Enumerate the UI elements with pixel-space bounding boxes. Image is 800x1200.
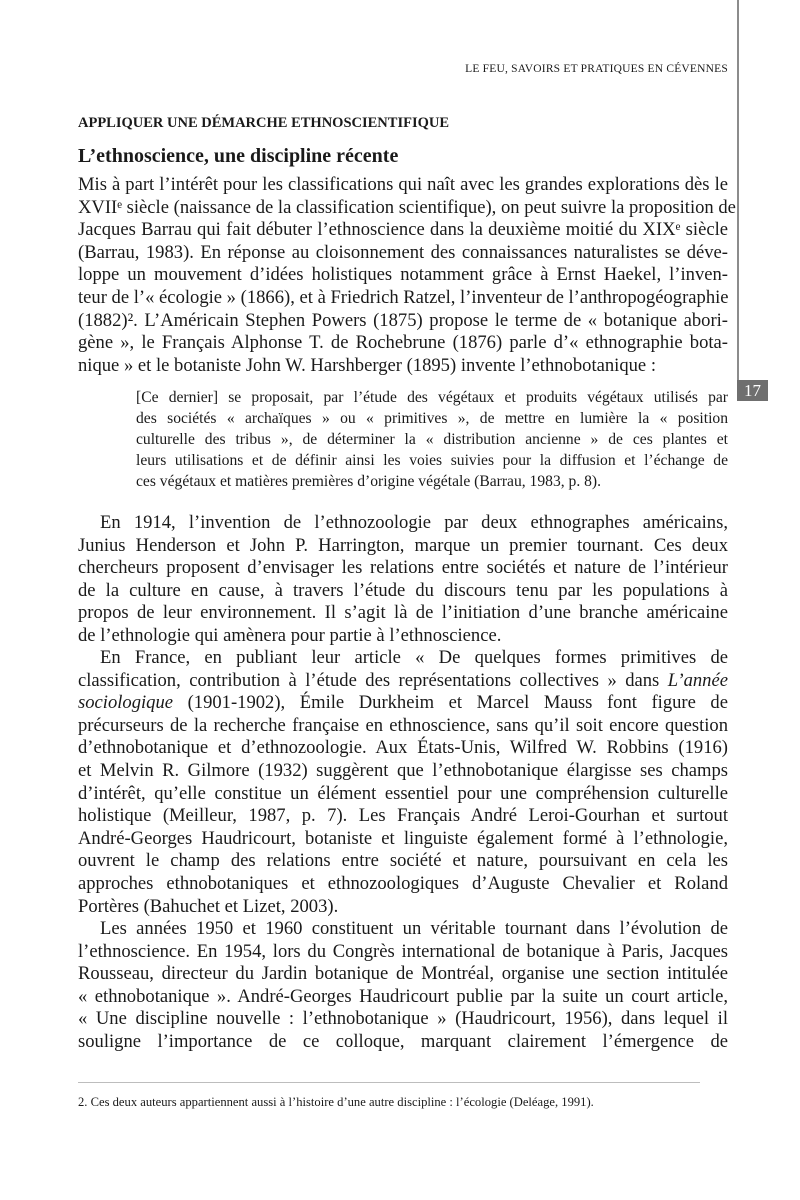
text-line: En 1914, l’invention de l’ethnozoologie par deux ethnographes américains, [100, 512, 728, 533]
footnote: 2. Ces deux auteurs appartiennent aussi à l’histoire d’une autre discipline : l’écologie (Deléage, 1991). [78, 1095, 594, 1109]
text-line: d’ethnobotanique et d’ethnozoologie. Aux États-Unis, Wilfred W. Robbins (1916) [78, 737, 728, 759]
text-line: d’intérêt, qu’elle constitue un élément essentiel pour une compréhension culturelle [78, 782, 728, 804]
text-line: précurseurs de la recherche française en ethnoscience, sans qu’il soit encore question [78, 714, 728, 736]
quote-line: [Ce dernier] se proposait, par l’étude des végétaux et produits végétaux utilisés par [136, 389, 728, 406]
text-line: souligne l’importance de ce colloque, marquant clairement l’émergence de [78, 1030, 728, 1052]
footnote-rule [78, 1082, 700, 1083]
quote-line: culturelle des tribus », de déterminer la « distribution ancienne » de ces plantes et [136, 431, 728, 448]
section-title: APPLIQUER UNE DÉMARCHE ETHNOSCIENTIFIQUE [78, 115, 450, 131]
text-line [78, 670, 728, 693]
text-line: et Melvin R. Gilmore (1932) suggèrent que l’ethnobotanique élargisse ses champs [78, 759, 728, 781]
text-line: ouvrent le champ des relations entre société et nature, poursuivant en cela les [78, 850, 728, 872]
text-line: teur de l’« écologie » (1866), et à Friedrich Ratzel, l’inventeur de l’anthropogéographie [78, 286, 729, 308]
text-line: gène », le Français Alphonse T. de Rochebrune (1876) parle d’« ethnographie bota- [78, 332, 728, 354]
paragraph-4 [78, 918, 728, 1054]
text-line: En France, en publiant leur article « De quelques formes primitives de [100, 647, 728, 668]
text-line: l’ethnoscience. En 1954, lors du Congrès international de botanique à Paris, Jacques [78, 940, 728, 962]
quote-line: leurs utilisations et de définir ainsi les voies suivies pour la diffusion et l’échange de [136, 452, 728, 469]
text-line: Junius Henderson et John P. Harrington, marque un premier tournant. Ces deux [78, 534, 728, 556]
paragraph-3 [78, 647, 728, 918]
text-line: Jacques Barrau qui fait débuter l’ethnoscience dans la deuxième moitié du XIXᵉ siècle [78, 219, 728, 241]
italic-title: sociologique [78, 692, 174, 714]
text-line: de la culture en cause, à travers l’étude du discours tenu par les populations à [78, 579, 728, 601]
paragraph-2 [78, 512, 728, 648]
text-line: « ethnobotanique ». André-Georges Haudricourt publie par la suite un court article, [78, 985, 728, 1007]
page-number: 17 [737, 380, 768, 401]
text-line: André-Georges Haudricourt, botaniste et linguiste également formé à l’ethnologie, [78, 827, 728, 849]
text-line: « Une discipline nouvelle : l’ethnobotanique » (Haudricourt, 1956), dans lequel il [78, 1008, 728, 1030]
running-head: LE FEU, SAVOIRS ET PRATIQUES EN CÉVENNES [465, 63, 728, 75]
text-line: nique » et le botaniste John W. Harshberger (1895) invente l’ethnobotanique : [78, 354, 656, 376]
text-line: (1882)². L’Américain Stephen Powers (1875) propose le terme de « botanique abori- [78, 309, 728, 331]
paragraph-1 [78, 174, 736, 377]
text-line: (Barrau, 1983). En réponse au cloisonnement des connaissances naturalistes se déve- [78, 241, 728, 263]
text-line: loppe un mouvement d’idées holistiques notamment grâce à Ernst Haekel, l’inven- [78, 264, 728, 286]
subtitle: L’ethnoscience, une discipline récente [78, 145, 399, 167]
italic-title: L’année [667, 669, 728, 691]
text-line: propos de leur environnement. Il s’agit là de l’initiation d’une branche américaine [78, 602, 728, 624]
quote-line: des sociétés « archaïques » ou « primitives », de mettre en lumière la « position [136, 410, 728, 427]
text-line: Mis à part l’intérêt pour les classifications qui naît avec les grandes explorations dès le [78, 174, 728, 195]
quote-line: ces végétaux et matières premières d’origine végétale (Barrau, 1983, p. 8). [136, 473, 602, 490]
text-span: classification, contribution à l’étude des représentations collectives » dans [78, 669, 668, 691]
text-line: Portères (Bahuchet et Lizet, 2003). [78, 895, 339, 917]
block-quote [136, 387, 728, 492]
text-line: Les années 1950 et 1960 constituent un véritable tournant dans l’évolution de [100, 918, 728, 939]
text-line: XVIIᵉ siècle (naissance de la classification scientifique), on peut suivre la proposition de [78, 196, 736, 218]
text-line: Rousseau, directeur du Jardin botanique de Montréal, organise une section intitulée [78, 963, 728, 985]
text-line: approches ethnobotaniques et ethnozoologiques d’Auguste Chevalier et Roland [78, 872, 728, 894]
text-line [78, 692, 728, 715]
text-span: (1901-1902), Émile Durkheim et Marcel Mauss font figure de [173, 692, 728, 714]
text-line: chercheurs proposent d’envisager les relations entre sociétés et nature de l’intérieur [78, 557, 728, 579]
margin-rule [737, 0, 739, 400]
text-line: holistique (Meilleur, 1987, p. 7). Les Français André Leroi-Gourhan et surtout [78, 805, 728, 827]
text-line: de l’ethnologie qui amènera pour partie à l’ethnoscience. [78, 624, 502, 646]
